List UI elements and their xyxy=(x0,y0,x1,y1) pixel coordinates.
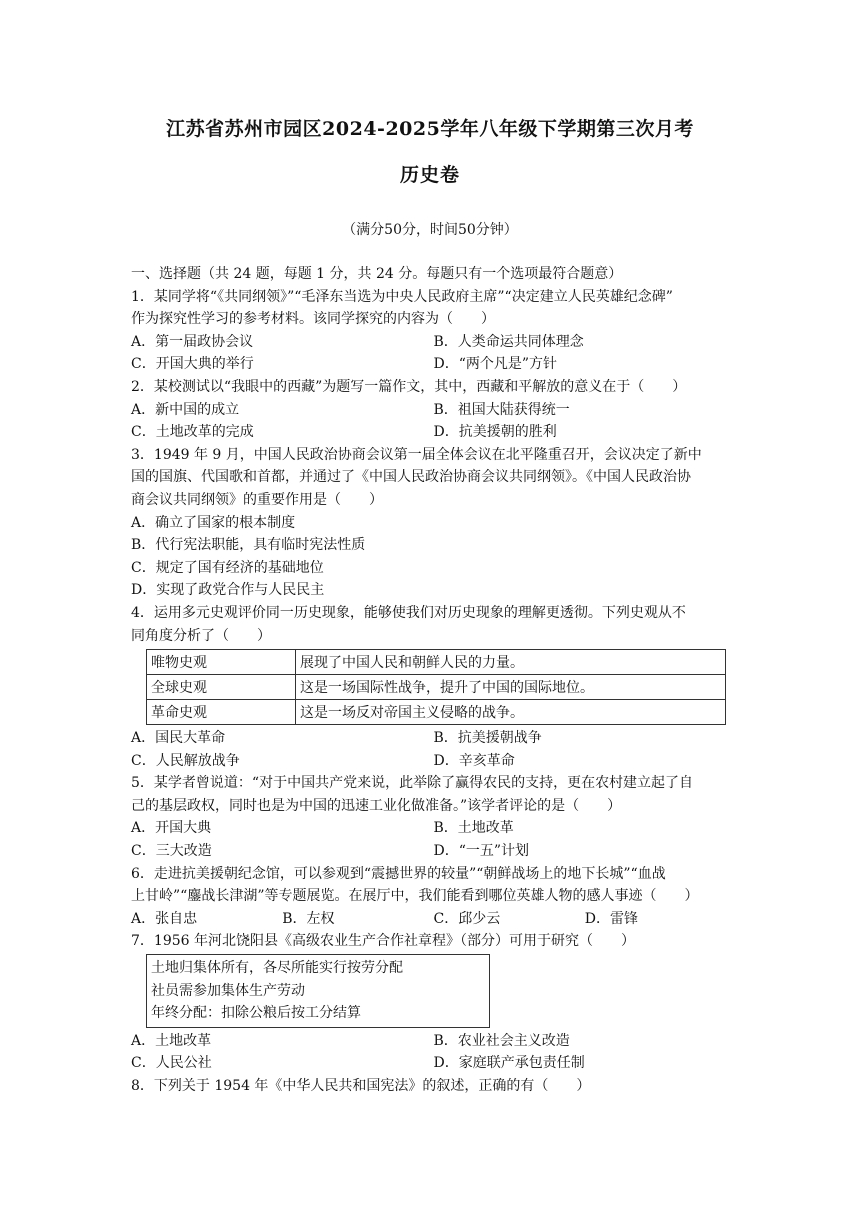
question-5 xyxy=(131,772,736,862)
option-row xyxy=(131,399,736,422)
option-a: A．张自忠 xyxy=(131,910,198,927)
question-1 xyxy=(131,286,736,376)
option-row xyxy=(131,331,736,354)
question-stem: 6．走进抗美援朝纪念馆，可以参观到“震撼世界的较量”“朝鲜战场上的地下长城”“血战 xyxy=(131,865,666,882)
view-description: 这是一场反对帝国主义侵略的战争。 xyxy=(296,700,726,725)
option-d: D．抗美援朝的胜利 xyxy=(433,424,557,441)
option-c: C．三大改造 xyxy=(131,843,212,860)
view-name: 唯物史观 xyxy=(147,650,296,675)
option-c: C．开国大典的举行 xyxy=(131,356,254,373)
option-row xyxy=(131,817,736,840)
option-b: B．抗美援朝战争 xyxy=(433,730,542,747)
option-a: A．新中国的成立 xyxy=(131,401,240,418)
question-stem: 上甘岭”“鏖战长津湖”等专题展览。在展厅中，我们能看到哪位英雄人物的感人事迹（ ） xyxy=(131,888,699,905)
view-description: 展现了中国人民和朝鲜人民的力量。 xyxy=(296,650,726,675)
option-d: D．“两个凡是”方针 xyxy=(433,356,558,373)
option-row xyxy=(131,908,736,931)
exam-title: 江苏省苏州市园区2024-2025学年八年级下学期第三次月考 xyxy=(166,118,694,140)
option-b: B．人类命运共同体理念 xyxy=(433,333,584,350)
option-row xyxy=(131,1052,736,1075)
excerpt-line: 社员需参加集体生产劳动 xyxy=(151,982,305,999)
question-stem: 国的国旗、代国歌和首都，并通过了《中国人民政治协商会议共同纲领》。《中国人民政治协 xyxy=(131,469,691,486)
option-b: B．农业社会主义改造 xyxy=(433,1032,570,1049)
excerpt-line: 年终分配：扣除公粮后按工分结算 xyxy=(151,1005,361,1022)
option-a: A．土地改革 xyxy=(131,1032,212,1049)
option-c: C．土地改革的完成 xyxy=(131,424,254,441)
question-stem: 作为探究性学习的参考材料。该同学探究的内容为（ ） xyxy=(131,311,495,328)
option-b: B．左权 xyxy=(282,910,335,927)
option-row xyxy=(131,1030,736,1053)
option-row xyxy=(131,750,736,773)
question-3 xyxy=(131,444,736,602)
option-d: D．家庭联产承包责任制 xyxy=(433,1055,585,1072)
option-a: A．确立了国家的根本制度 xyxy=(131,514,296,531)
question-stem: 己的基层政权，同时也是为中国的迅速工业化做准备。”该学者评论的是（ ） xyxy=(131,797,622,814)
table-row xyxy=(147,650,726,675)
question-section xyxy=(131,263,736,1098)
option-d: D．辛亥革命 xyxy=(433,752,515,769)
question-stem: 同角度分析了（ ） xyxy=(131,627,271,644)
historical-views-table xyxy=(146,649,726,725)
exam-subtitle: 历史卷 xyxy=(399,164,460,186)
question-stem: 7．1956 年河北饶阳县《高级农业生产合作社章程》（部分）可用于研究（ ） xyxy=(131,933,635,950)
question-4 xyxy=(131,602,736,772)
question-stem: 商会议共同纲领》的重要作用是（ ） xyxy=(131,491,383,508)
option-c: C．邱少云 xyxy=(433,910,501,927)
option-row xyxy=(131,353,736,376)
question-stem: 4．运用多元史观评价同一历史现象，能够使我们对历史现象的理解更透彻。下列史观从不 xyxy=(131,604,686,621)
table-row xyxy=(147,675,726,700)
option-b: B．土地改革 xyxy=(433,820,514,837)
question-7 xyxy=(131,930,736,1075)
excerpt-line: 土地归集体所有，各尽所能实行按劳分配 xyxy=(151,960,403,977)
view-description: 这是一场国际性战争，提升了中国的国际地位。 xyxy=(296,675,726,700)
section-heading: 一、选择题（共 24 题，每题 1 分，共 24 分。每题只有一个选项最符合题意） xyxy=(131,266,623,282)
question-stem: 5．某学者曾说道：“对于中国共产党来说，此举除了赢得农民的支持，更在农村建立起了自 xyxy=(131,775,694,792)
question-6 xyxy=(131,863,736,931)
question-8 xyxy=(131,1075,736,1098)
option-row xyxy=(131,421,736,444)
question-stem: 2．某校测试以“我眼中的西藏”为题写一篇作文，其中，西藏和平解放的意义在于（ ） xyxy=(131,378,687,395)
option-b: B．祖国大陆获得统一 xyxy=(433,401,570,418)
exam-note: （满分50分，时间50分钟） xyxy=(342,222,518,238)
option-a: A．第一届政协会议 xyxy=(131,333,254,350)
option-a: A．国民大革命 xyxy=(131,730,226,747)
option-c: C．人民公社 xyxy=(131,1055,212,1072)
question-stem: 1．某同学将“《共同纲领》”“毛泽东当选为中央人民政府主席”“决定建立人民英雄纪念碑” xyxy=(131,288,673,305)
option-row xyxy=(131,727,736,750)
charter-excerpt-box xyxy=(146,954,490,1028)
option-a: A．开国大典 xyxy=(131,820,212,837)
view-name: 革命史观 xyxy=(147,700,296,725)
option-b: B．代行宪法职能，具有临时宪法性质 xyxy=(131,537,366,554)
option-row xyxy=(131,840,736,863)
option-d: D．雷锋 xyxy=(584,910,638,927)
option-d: D．实现了政党合作与人民民主 xyxy=(131,582,325,599)
option-d: D．“一五”计划 xyxy=(433,843,530,860)
option-c: C．人民解放战争 xyxy=(131,752,240,769)
view-name: 全球史观 xyxy=(147,675,296,700)
option-c: C．规定了国有经济的基础地位 xyxy=(131,559,324,576)
question-stem: 8．下列关于 1954 年《中华人民共和国宪法》的叙述，正确的有（ ） xyxy=(131,1078,591,1094)
question-stem: 3．1949 年 9 月，中国人民政治协商会议第一届全体会议在北平隆重召开，会议决定了新中 xyxy=(131,446,702,463)
table-row xyxy=(147,700,726,725)
question-2 xyxy=(131,376,736,444)
